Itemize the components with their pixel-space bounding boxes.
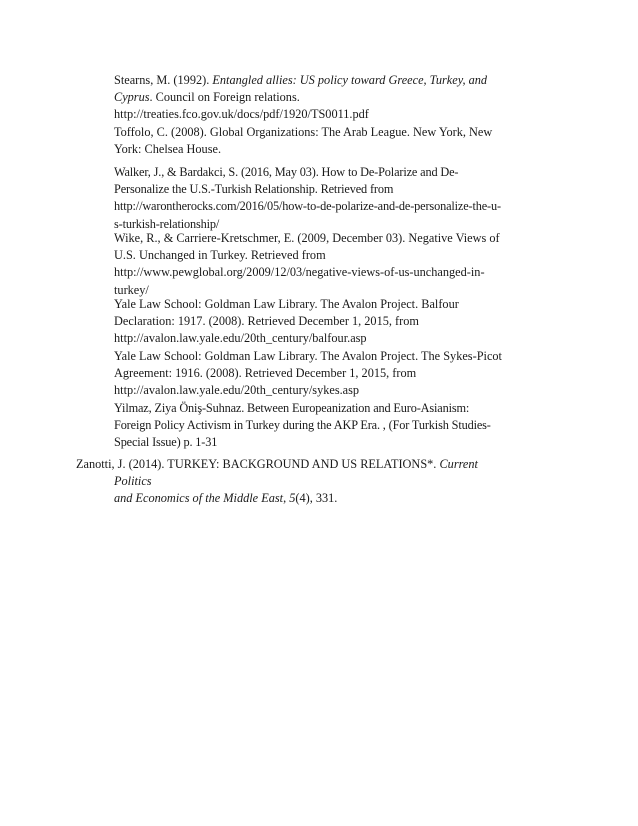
reference-toffolo [114, 124, 524, 158]
italic-text: and Economics of the Middle East [114, 491, 284, 506]
text-segment: Personalize the U.S.-Turkish Relationship. Retrieved from [114, 182, 394, 197]
reference-line [114, 89, 524, 106]
text-segment: Special Issue) p. 1-31 [114, 435, 218, 450]
text-segment: http://www.pewglobal.org/2009/12/03/negative-views-of-us-unchanged-in- [114, 265, 485, 280]
reference-line [114, 348, 524, 365]
reference-zanotti [76, 456, 526, 508]
text-segment: . Council on Foreign relations. [149, 90, 300, 105]
italic-text: Entangled allies: US policy toward Greece, Turkey, and [212, 73, 488, 87]
text-segment: , [283, 491, 290, 506]
reference-yale-sykes [114, 348, 524, 400]
text-segment: Toffolo, C. (2008). Global Organizations: The Arab League. New York, New [114, 125, 493, 139]
reference-line [114, 72, 524, 89]
text-segment: Declaration: 1917. (2008). Retrieved December 1, 2015, from [114, 314, 419, 329]
text-segment: Agreement: 1916. (2008). Retrieved December 1, 2015, from [114, 366, 417, 381]
text-segment: Wike, R., & Carriere-Kretschmer, E. (2009, December 03). Negative Views of [114, 231, 500, 245]
reference-line [114, 247, 524, 264]
reference-line [76, 473, 526, 490]
reference-stearns [114, 72, 524, 124]
reference-line [76, 490, 526, 507]
reference-line [114, 382, 524, 399]
reference-line [114, 106, 524, 123]
text-segment: U.S. Unchanged in Turkey. Retrieved from [114, 248, 326, 263]
text-segment: Yale Law School: Goldman Law Library. The Avalon Project. The Sykes-Picot [114, 349, 502, 363]
reference-line [114, 330, 524, 347]
text-segment: York: Chelsea House. [114, 142, 222, 157]
italic-text: Cyprus [114, 90, 150, 105]
text-segment: Foreign Policy Activism in Turkey during the AKP Era. , (For Turkish Studies- [114, 418, 491, 433]
text-segment: turkey/ [114, 282, 149, 297]
reference-line [114, 264, 524, 281]
reference-line [114, 181, 524, 198]
reference-yilmaz [114, 400, 524, 452]
italic-text: Current [439, 457, 478, 471]
text-segment: Yilmaz, Ziya Öniş-Suhnaz. Between Europeanization and Euro-Asianism: [114, 401, 470, 415]
reference-line [114, 198, 524, 215]
reference-line [114, 434, 524, 451]
text-segment: http://treaties.fco.gov.uk/docs/pdf/1920/TS0011.pdf [114, 107, 369, 122]
text-segment: Zanotti, J. (2014). TURKEY: BACKGROUND AND US RELATIONS*. [76, 457, 440, 471]
text-segment: http://avalon.law.yale.edu/20th_century/sykes.asp [114, 383, 360, 398]
italic-text: 5 [289, 491, 296, 506]
text-segment: Walker, J., & Bardakci, S. (2016, May 03). How to De-Polarize and De- [114, 165, 459, 179]
reference-line [114, 124, 524, 141]
reference-line [114, 365, 524, 382]
text-segment: http://avalon.law.yale.edu/20th_century/balfour.asp [114, 331, 367, 346]
reference-line [114, 230, 524, 247]
reference-line [114, 164, 524, 181]
reference-line [114, 400, 524, 417]
italic-text: Politics [114, 474, 152, 489]
text-segment: s-turkish-relationship/ [114, 216, 220, 231]
text-segment: (4), 331. [295, 491, 338, 506]
reference-yale-balfour [114, 296, 524, 348]
reference-line [114, 417, 524, 434]
text-segment: http://warontherocks.com/2016/05/how-to-de-polarize-and-de-personalize-the-u- [114, 199, 501, 214]
reference-line [76, 456, 526, 473]
reference-line [114, 313, 524, 330]
reference-walker [114, 164, 524, 233]
reference-wike [114, 230, 524, 299]
reference-line [114, 141, 524, 158]
text-segment: Stearns, M. (1992). [114, 73, 213, 87]
reference-line [114, 296, 524, 313]
text-segment: Yale Law School: Goldman Law Library. The Avalon Project. Balfour [114, 297, 459, 311]
